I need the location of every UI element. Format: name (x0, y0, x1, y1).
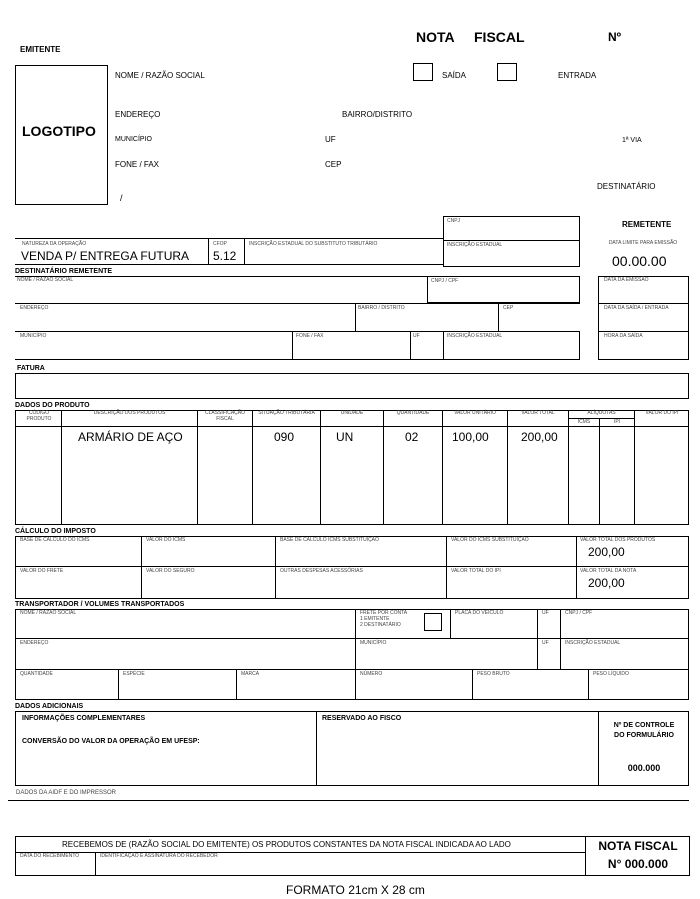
col-valor-ipi: VALOR DO IPI (645, 410, 679, 416)
doc-title: NOTA (416, 29, 455, 45)
emit-endereco-label: ENDEREÇO (115, 110, 161, 119)
seguro-label: VALOR DO SEGURO (146, 568, 195, 574)
dest-municipio-label: MUNICÍPIO (20, 333, 47, 339)
doc-title-2: FISCAL (474, 29, 525, 45)
frete-conta-label: FRETE POR CONTA (360, 610, 408, 616)
outras-label: OUTRAS DESPESAS ACESSÓRIAS (280, 568, 363, 574)
logo-box (15, 65, 108, 205)
transp-peso-liquido-label: PESO LÍQUIDO (593, 671, 629, 677)
frete-checkbox[interactable] (424, 613, 442, 631)
info-label: INFORMAÇÕES COMPLEMENTARES (22, 715, 146, 722)
slash-text: / (120, 193, 123, 203)
adic-section: DADOS ADICIONAIS (15, 703, 84, 710)
base-icms-label: BASE DE CÁLCULO DO ICMS (20, 537, 90, 543)
col-unidade: UNIDADE (340, 410, 364, 416)
transp-cnpj-label: CNPJ / CPF (565, 610, 593, 616)
reservado-label: RESERVADO AO FISCO (322, 715, 402, 722)
logo-text: LOGOTIPO (22, 123, 96, 139)
hora-saida-label: HORA DA SAÍDA (604, 333, 643, 339)
col-descricao: DESCRIÇÃO DOS PRODUTOS (93, 410, 166, 416)
emit-uf-label: UF (325, 135, 336, 144)
data-limite-value: 00.00.00 (612, 253, 667, 269)
recibo-text: RECEBEMOS DE (RAZÃO SOCIAL DO EMITENTE) OS PRODUTOS CONSTANTES DA NOTA FISCAL INDICADA AO LADO (62, 840, 511, 849)
dest-cnpj-label: CNPJ / CPF (431, 278, 459, 284)
transp-peso-bruto-label: PESO BRUTO (477, 671, 510, 677)
frete-emitente-label: 1 EMITENTE (360, 616, 390, 622)
transp-section: TRANSPORTADOR / VOLUMES TRANSPORTADOS (15, 601, 185, 608)
total-ipi-label: VALOR TOTAL DO IPI (451, 568, 501, 574)
total-nota-label: VALOR TOTAL DA NOTA (580, 568, 637, 574)
entrada-checkbox[interactable] (497, 63, 517, 81)
data-saida-label: DATA DA SAÍDA / ENTRADA (604, 305, 669, 311)
valor-sub-label: VALOR DO ICMS SUBSTITUIÇÃO (451, 537, 529, 543)
col-situacao: SITUAÇÃO TRIBUTÁRIA (258, 410, 315, 416)
transp-quantidade-label: QUANTIDADE (20, 671, 53, 677)
natureza-label: NATUREZA DA OPERAÇÃO (22, 241, 87, 247)
controle-value: 000.000 (627, 763, 661, 773)
emit-bairro-label: BAIRRO/DISTRITO (342, 110, 413, 119)
dest-nome-label: NOME / RAZÃO SOCIAL (17, 277, 74, 283)
destinatario-label: DESTINATÁRIO (597, 182, 656, 191)
transp-nome-label: NOME / RAZÃO SOCIAL (20, 610, 77, 616)
controle-label: Nº DE CONTROLE (613, 722, 675, 729)
dest-bairro-label: BAIRRO / DISTRITO (358, 305, 405, 311)
emitente-label: EMITENTE (20, 45, 61, 54)
col-unitario: VALOR UNITÁRIO (454, 410, 496, 416)
produtos-table (15, 410, 689, 525)
formato-text: FORMATO 21cm X 28 cm (286, 883, 425, 897)
dest-fone-label: FONE / FAX (296, 333, 324, 339)
dest-endereco-label: ENDEREÇO (20, 305, 49, 311)
col-classificacao: CLASSIFICAÇÃO FISCAL (204, 410, 245, 422)
ident-label: IDENTIFICAÇÃO E ASSINATURA DO RECEBEDOR (100, 853, 218, 859)
transp-uf2-label: UF (542, 640, 549, 646)
dest-cep-label: CEP (503, 305, 514, 311)
insc-sub-label: INSCRIÇÃO ESTADUAL DO SUBSTITUTO TRIBUTÁRIO (249, 241, 378, 247)
dest-section: DESTINATÁRIO REMETENTE (15, 268, 113, 275)
doc-number-label: Nº (608, 30, 622, 44)
valor-icms-label: VALOR DO ICMS (146, 537, 186, 543)
transp-especie-label: ESPÉCIE (123, 671, 145, 677)
dest-uf-label: UF (413, 333, 420, 339)
transp-uf-label: UF (542, 610, 549, 616)
row-unidade: UN (336, 430, 354, 444)
col-ipi: IPI (613, 419, 621, 425)
transp-marca-label: MARCA (241, 671, 260, 677)
col-aliquotas: ALÍQUOTAS (587, 410, 616, 416)
row-situacao: 090 (274, 430, 295, 444)
recibo-nf-label: NOTA FISCAL (598, 839, 678, 853)
cfop-value: 5.12 (213, 249, 237, 263)
dest-insc-box[interactable] (443, 331, 580, 360)
adic-box (15, 711, 689, 786)
cfop-label: CFOP (213, 241, 227, 247)
col-quantidade: QUANTIDADE (396, 410, 430, 416)
col-codigo: CÓDIGO PRODUTO (26, 410, 52, 422)
insc-box[interactable] (443, 240, 580, 267)
total-produtos-label: VALOR TOTAL DOS PRODUTOS (580, 537, 656, 543)
dest-dates-box (598, 276, 689, 360)
row-total: 200,00 (521, 430, 558, 444)
remetente-label: REMETENTE (622, 220, 672, 229)
insc-label: INSCRIÇÃO ESTADUAL (447, 242, 503, 248)
transp-endereco-label: ENDEREÇO (20, 640, 49, 646)
controle-label-2: DO FORMULÁRIO (614, 732, 674, 739)
transp-numero-label: NÚMERO (360, 671, 383, 677)
emit-fone-label: FONE / FAX (115, 160, 160, 169)
via-label: 1ª VIA (622, 137, 642, 144)
recibo-nf-number: N° 000.000 (607, 857, 669, 871)
data-recebimento-label: DATA DO RECEBIMENTO (20, 853, 80, 859)
frete-label: VALOR DO FRETE (20, 568, 64, 574)
fatura-box[interactable] (15, 373, 689, 399)
emit-nome-label: NOME / RAZÃO SOCIAL (115, 71, 205, 80)
emit-municipio-label: MUNICÍPIO (115, 136, 152, 143)
transp-insc-label: INSCRIÇÃO ESTADUAL (565, 640, 621, 646)
entrada-label: ENTRADA (558, 71, 597, 80)
row-unitario: 100,00 (452, 430, 489, 444)
col-icms: ICMS (577, 419, 591, 425)
saida-label: SAÍDA (442, 71, 467, 80)
dest-cnpj-box[interactable] (427, 276, 580, 303)
imposto-section: CÁLCULO DO IMPOSTO (15, 528, 96, 535)
aidf-text: DADOS DA AIDF E DO IMPRESSOR (16, 790, 117, 796)
natureza-value: VENDA P/ ENTREGA FUTURA (21, 249, 190, 263)
emit-cep-label: CEP (325, 160, 342, 169)
dest-insc-label: INSCRIÇÃO ESTADUAL (447, 333, 503, 339)
cnpj-label: CNPJ (447, 218, 461, 224)
saida-checkbox[interactable] (413, 63, 433, 81)
transp-municipio-label: MUNICÍPIO (360, 640, 387, 646)
fatura-section: FATURA (17, 365, 45, 372)
data-emissao-label: DATA DA EMISSÃO (604, 277, 649, 283)
conversao-label: CONVERSÃO DO VALOR DA OPERAÇÃO EM UFESP: (22, 738, 200, 745)
placa-label: PLACA DO VEÍCULO (455, 610, 504, 616)
cnpj-box[interactable] (443, 216, 580, 241)
row-quantidade: 02 (405, 430, 419, 444)
total-nota-value: 200,00 (588, 576, 625, 590)
row-descricao: ARMÁRIO DE AÇO (78, 430, 183, 444)
data-limite-label: DATA LIMITE PARA EMISSÃO (608, 240, 678, 246)
col-total: VALOR TOTAL (521, 410, 555, 416)
total-produtos-value: 200,00 (588, 545, 625, 559)
frete-dest-label: 2 DESTINATÁRIO (360, 622, 401, 628)
produtos-section: DADOS DO PRODUTO (15, 402, 90, 409)
base-sub-label: BASE DE CÁLCULO ICMS SUBSTITUIÇÃO (280, 537, 379, 543)
